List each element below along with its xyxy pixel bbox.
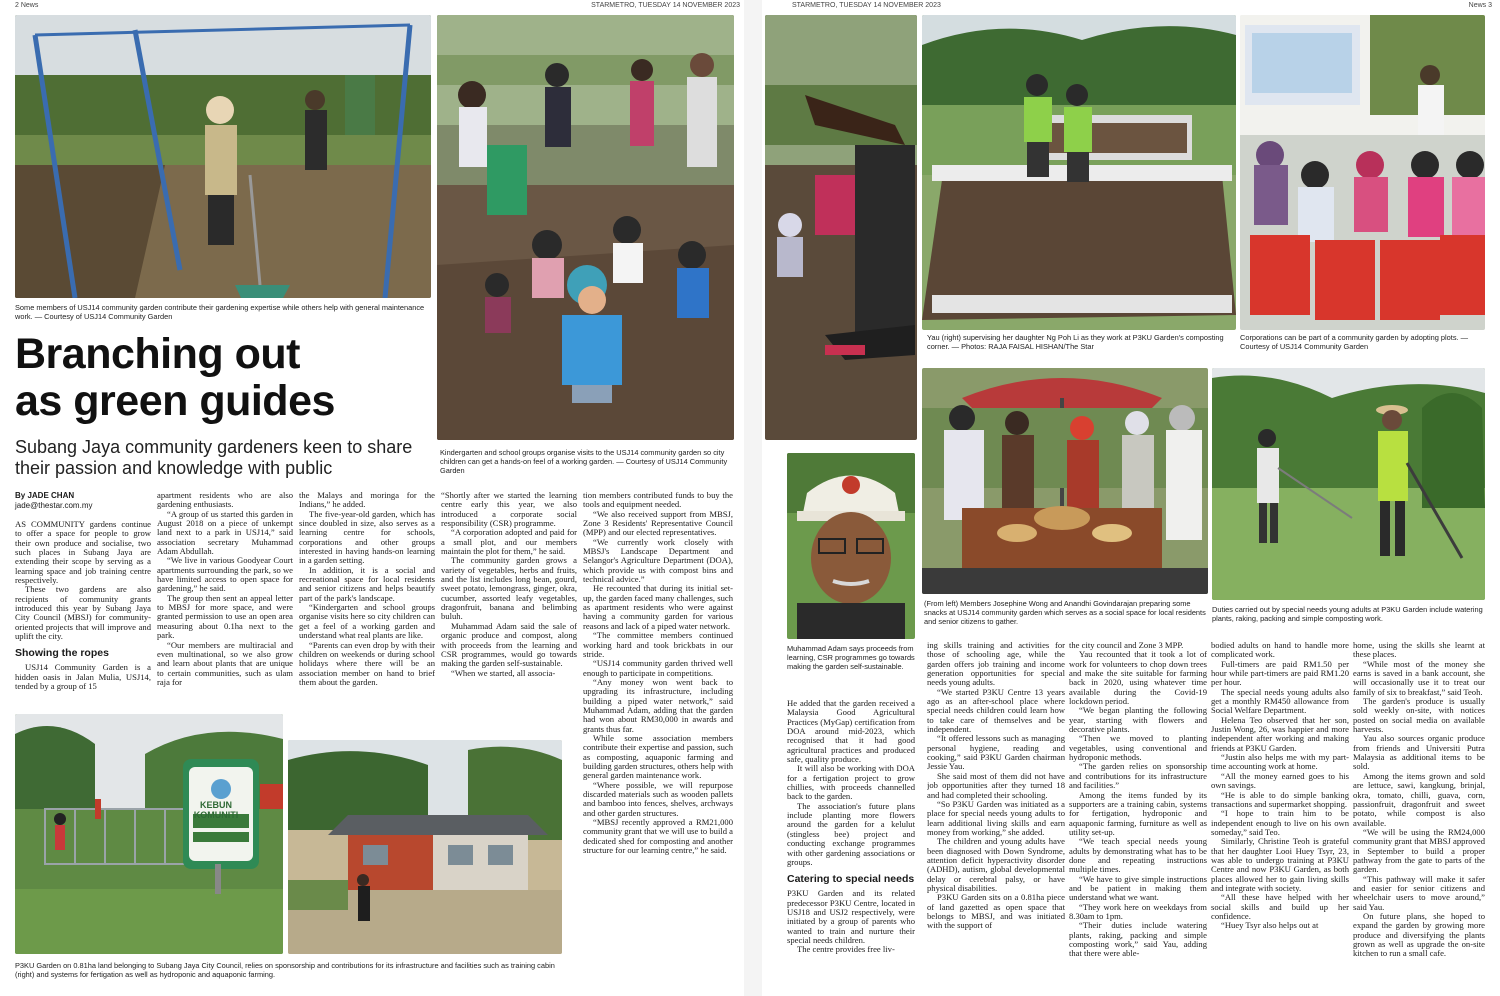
body-column-5 xyxy=(583,491,733,983)
paragraph: “We have to give simple instructions and be patient in making them understand what we want. xyxy=(1069,873,1207,903)
standfirst: Subang Jaya community gardeners keen to share their passion and knowledge with public xyxy=(15,437,413,478)
paragraph: Muhammad Adam said the sale of organic produce and compost, along with proceeds from the learning and CSR programmes, would go towards making the garden self-sustainable. xyxy=(441,620,577,669)
paragraph: The children and young adults have been diagnosed with Down Syndrome, attention deficit hyperactivity disorder (ADHD), autism, global developmental delay or cerebral palsy, or have physical disabilities. xyxy=(927,836,1065,893)
paragraph: apartment residents who are also gardening enthusiasts. xyxy=(157,491,293,510)
body-column-9 xyxy=(1211,641,1349,984)
paragraph: P3KU Garden sits on a 0.81ha piece of land gazetted as open space that belongs to MBSJ, and was initiated with the support of xyxy=(927,892,1065,931)
right-folio: STARMETRO, TUESDAY 14 NOVEMBER 2023 xyxy=(792,2,941,9)
body-column-4 xyxy=(441,491,577,731)
sign-line-2: KOMUNITI xyxy=(193,810,239,820)
photo-garden-entrance xyxy=(15,714,283,954)
left-section-label: 2 News xyxy=(15,2,39,9)
paragraph: “Parents can even drop by with their children on weekends or during school holidays where there will be an association member on hand to brief them about the garden. xyxy=(299,639,435,687)
paragraph: “We also received support from MBSJ, Zone 3 Residents' Representative Council (MPP) and our elected representatives. xyxy=(583,508,733,538)
caption-duties: Duties carried out by special needs young adults at P3KU Garden include watering plants, raking, packing and simple composting work. xyxy=(1212,605,1483,623)
right-page xyxy=(762,0,1500,996)
paragraph: It will also be working with DOA for a fertigation project to grow chillies, with proceeds channelled back to the garden. xyxy=(787,763,915,802)
body-column-3 xyxy=(299,491,435,726)
left-folio: STARMETRO, TUESDAY 14 NOVEMBER 2023 xyxy=(591,2,740,9)
paragraph: “All the money earned goes to his own savings. xyxy=(1211,770,1349,791)
headline xyxy=(15,331,435,425)
paragraph: “Huey Tsyr also helps out at xyxy=(1221,920,1319,931)
paragraph: “Kindergarten and school groups organise visits here so city children can get a feel of a working garden and understand what real plants are like. xyxy=(299,602,435,641)
right-section-label: News 3 xyxy=(1468,2,1492,9)
photo-special-needs-duties xyxy=(1212,368,1485,600)
body-column-7 xyxy=(927,641,1065,984)
paragraph: AS COMMUNITY gardens continue to offer a space for people to grow their own produce and socialise, two such places in Subang Jaya are extending their scope by serving as a learning space and job training centre respectively. xyxy=(15,520,151,586)
paragraph: the city council and Zone 3 MPP. xyxy=(1069,641,1184,650)
paragraph: ing skills training and activities for those of schooling age, while the garden offers job training and income generation opportunities for special needs young adults. xyxy=(927,641,1065,688)
body-column-10 xyxy=(1353,641,1485,984)
paragraph: “We live in various Goodyear Court apartments surrounding the park, so we have limited access to open space for gardening,” he said. xyxy=(157,555,293,594)
paragraph: “Our members are multiracial and even multinational, so we also grow and learn about plants that are unique to certain communities, such as ulam raja for xyxy=(157,639,293,687)
photo-corporate-plots xyxy=(1240,15,1485,330)
headline-line-1: Branching out xyxy=(15,330,300,378)
body-column-1 xyxy=(15,520,151,710)
paragraph: “Where possible, we will repurpose discarded materials such as wooden pallets and bamboo into fences, shelves, archways and other garden structures. xyxy=(583,779,733,818)
paragraph: “Any money won went back to upgrading its infrastructure, including building a piped water network,” said Muhammad Adam, adding that the garden had won about RM30,000 in awards and grants thus far. xyxy=(583,676,733,734)
photo-composting-corner xyxy=(922,15,1236,330)
subhead-showing-the-ropes: Showing the ropes xyxy=(15,647,109,660)
caption-gardeners: Some members of USJ14 community garden contribute their gardening expertise while others help with general maintenance work. — Courtesy of USJ14 Community Garden xyxy=(15,303,425,321)
paragraph: The special needs young adults also get a monthly RM450 allowance from Social Welfare Department. xyxy=(1211,686,1349,716)
paragraph: On future plans, she hoped to expand the garden by growing more produce and diversifying the plants grown as well as upgrade the on-site kitchen to run a small cafe. xyxy=(1353,910,1485,959)
paragraph: “We teach special needs young adults by demonstrating what has to be done and repeating instructions multiple times. xyxy=(1069,836,1207,875)
paragraph: the Malays and moringa for the Indians,” he added. xyxy=(299,491,435,510)
body-column-2 xyxy=(157,491,293,711)
paragraph: The group then sent an appeal letter to MBSJ for more space, and were granted permission to use an open area measuring about 0.1ha next to the park. xyxy=(157,592,293,641)
paragraph: “It offered lessons such as managing personal hygiene, reading and cooking,” said P3KU Garden chairman Jessie Yau. xyxy=(927,733,1065,772)
kebun-komuniti-sign xyxy=(186,800,246,820)
photo-kids-visit xyxy=(437,15,734,440)
subhead-catering-special-needs: Catering to special needs xyxy=(787,873,915,886)
photo-muhammad-adam xyxy=(787,453,915,639)
paragraph: The garden's produce is usually sold weekly on-site, with notices posted on social media on available harvests. xyxy=(1353,696,1485,735)
paragraph: The community garden grows a variety of vegetables, herbs and fruits, and the list includes long bean, gourd, sweet potato, lemongrass, ginger, okra, cucumber, assorted leafy vegetables, dragonfruit, banana and belimbing buluh. xyxy=(441,555,577,622)
paragraph: He added that the garden received a Malaysia Good Agricultural Practices (MyGap) certification from DOA around mid-2023, which recognised that it had good agricultural practices and produced safe, quality produce. xyxy=(787,699,915,765)
paragraph: These two gardens are also recipients of community grants introduced this year by Subang Jaya City Council (MBSJ) for community-oriented projects that will improve and uplift the city. xyxy=(15,584,151,642)
paragraph: In addition, it is a social and recreational space for local residents and senior citizens and helps beautify part of the park's landscape. xyxy=(299,564,435,603)
caption-p3ku-garden: P3KU Garden on 0.81ha land belonging to Subang Jaya City Council, relies on sponsorship and contributions for its infrastructure and facilities such as training cabin (right) and systems for fertigation as well as hydroponic and aquaponic farming. xyxy=(15,961,555,979)
paragraph: She said most of them did not have job opportunities after they turned 18 and had completed their schooling. xyxy=(927,770,1065,800)
paragraph: “While most of the money she earns is saved in a bank account, she will occasionally use it to treat our family of six to breakfast,” said Teoh. xyxy=(1353,658,1485,697)
paragraph: home, using the skills she learnt at these places. xyxy=(1353,641,1485,660)
caption-composting: Yau (right) supervising her daughter Ng Poh Li as they work at P3KU Garden's composting corner. — Photos: RAJA FAISAL HISHAN/The Star xyxy=(927,333,1224,351)
paragraph: tion members contributed funds to buy the tools and equipment needed. xyxy=(583,491,733,510)
photo-gardeners-maintenance xyxy=(15,15,431,298)
paragraph: While some association members contribute their expertise and passion, such as composting, aquaponic farming and building garden structures, others help with general garden maintenance work. xyxy=(583,732,733,781)
paragraph: bodied adults on hand to handle more complicated work. xyxy=(1211,641,1349,660)
paragraph: Yau recounted that it took a lot of work for volunteers to chop down trees and make the site suitable for farming back in 2020, using whatever time available during the Covid-19 lockdown period. xyxy=(1069,649,1207,707)
paragraph: “The garden relies on sponsorship and contributions for its infrastructure and facilities.” xyxy=(1069,761,1207,791)
paragraph: “Shortly after we started the learning centre early this year, we also introduced a corporate social responsibility (CSR) programme. xyxy=(441,491,577,529)
paragraph: P3KU Garden and its related predecessor P3KU Centre, located in USJ18 and USJ2 respectively, were initiated by a group of parents who wanted to train and nurture their special needs children. xyxy=(787,888,915,945)
paragraph: “USJ14 community garden thrived well enough to participate in competitions. xyxy=(583,658,733,678)
paragraph: Helena Teo observed that her son, Justin Wong, 26, was happier and more independent after working and making friends at P3KU Garden. xyxy=(1211,714,1349,753)
paragraph: “Justin also helps me with my part-time accounting work at home. xyxy=(1211,752,1349,772)
paragraph: “MBSJ recently approved a RM21,000 community grant that we will use to build a dedicated shed for composting and another structure for our learning centre,” he said. xyxy=(583,817,733,856)
paragraph: “A corporation adopted and paid for a small plot, and our members maintain the plot for them,” he said. xyxy=(441,527,577,557)
headline-line-2: as green guides xyxy=(15,377,335,425)
paragraph: “This pathway will make it safer and easier for senior citizens and wheelchair users to move around,” said Yau. xyxy=(1353,873,1485,912)
paragraph: “When we started, all associa- xyxy=(451,667,556,678)
caption-kids: Kindergarten and school groups organise visits to the USJ14 community garden so city children can get a hands-on feel of a working garden. — Courtesy of USJ14 Community Garden xyxy=(440,448,728,475)
paragraph: Full-timers are paid RM1.50 per hour while part-timers are paid RM1.20 per hour. xyxy=(1211,658,1349,688)
sign-line-1: KEBUN xyxy=(199,800,232,810)
paragraph: “All these have helped with her social skills and build up her confidence. xyxy=(1211,892,1349,921)
paragraph: “We will be using the RM24,000 community grant that MBSJ approved in September to build a proper pathway from the gate to parts of the garden. xyxy=(1353,826,1485,875)
body-column-8 xyxy=(1069,641,1207,984)
paragraph: The association's future plans include planting more flowers around the garden for a kelulut (stingless bee) project and conducting exchange programmes with other gardening associations or groups. xyxy=(787,800,915,867)
paragraph: “They work here on weekdays from 8.30am to 1pm. xyxy=(1069,901,1207,921)
byline xyxy=(15,491,151,511)
paragraph: Yau also sources organic produce from friends and Universiti Putra Malaysia as additional items to be sold. xyxy=(1353,733,1485,772)
caption-corporate-plots: Corporations can be part of a community garden by adopting plots. — Courtesy of USJ14 Community Garden xyxy=(1240,333,1469,351)
paragraph: The centre provides free liv- xyxy=(797,944,895,955)
photo-training-cabin xyxy=(288,740,562,954)
paragraph: “Their duties include watering plants, raking, packing and simple composting work,” said Yau, adding that there were able- xyxy=(1069,920,1207,959)
paragraph: “So P3KU Garden was initiated as a place for special needs young adults to learn additional living skills and earn money from working,” she added. xyxy=(927,798,1065,837)
page-gutter xyxy=(744,0,762,996)
paragraph: He recounted that during its initial set-up, the garden faced many challenges, such as apartment residents who were against having a community garden for various reasons and lack of a piped water network. xyxy=(583,583,733,631)
body-column-6 xyxy=(787,699,915,984)
paragraph: “He is able to do simple banking transactions and supermarket shopping. xyxy=(1211,789,1349,809)
paragraph: The five-year-old garden, which has since doubled in size, also serves as a learning centre for schools, corporations and other groups interested in having hands-on learning in a garden setting. xyxy=(299,508,435,566)
paragraph: “A group of us started this garden in August 2018 on a piece of unkempt land next to a park in USJ14,” said association secretary Muhammad Adam Abdullah. xyxy=(157,508,293,557)
photo-snack-preparation xyxy=(922,368,1208,594)
paragraph: Among the items funded by its supporters are a training cabin, systems for fertigation, hydroponic and aquaponic farming, furniture as well as utility set-up. xyxy=(1069,789,1207,837)
byline-email: jade@thestar.com.my xyxy=(15,501,93,510)
byline-author: By JADE CHAN xyxy=(15,491,75,500)
paragraph: Among the items grown and sold are lettuce, sawi, kangkung, brinjal, okra, tomato, chilli, guava, corn, passionfruit, dragonfruit and sweet potato, while compost is also available. xyxy=(1353,770,1485,828)
paragraph: “Then we moved to planting vegetables, using conventional and hydroponic methods. xyxy=(1069,733,1207,763)
paragraph: “We started P3KU Centre 13 years ago as an after-school place where special needs children could learn how to take care of themselves and be independent. xyxy=(927,686,1065,735)
paragraph: “We currently work closely with MBSJ's Landscape Department and Selangor's Agriculture Department (DOA), which provide us with compost bins and technical advice.” xyxy=(583,536,733,585)
paragraph: “We began planting the following year, starting with flowers and decorative plants. xyxy=(1069,705,1207,735)
paragraph: “The committee members continued working hard and took brickbats in our stride. xyxy=(583,630,733,659)
left-page xyxy=(0,0,744,996)
caption-muhammad-adam: Muhammad Adam says proceeds from learning, CSR programmes go towards making the garden self-sustainable. xyxy=(787,644,915,671)
paragraph: “I hope to train him to be independent enough to live on his own someday,” said Teo. xyxy=(1211,808,1349,837)
caption-snacks: (From left) Members Josephine Wong and Anandhi Govindarajan preparing some snacks at USJ14 community garden which serves as a social space for local residents and senior citizens to gather. xyxy=(924,599,1206,626)
paragraph: Similarly, Christine Teoh is grateful that her daughter Looi Huey Tsyr, 23, was able to undergo training at P3KU Centre and now P3KU Garden, as both places allowed her to gain living skills and integrate with society. xyxy=(1211,836,1349,893)
photo-kids-visit-continued xyxy=(765,15,917,440)
paragraph: USJ14 Community Garden is a hidden oasis in Jalan Mulia, USJ14, tended by a group of 15 xyxy=(15,662,151,692)
